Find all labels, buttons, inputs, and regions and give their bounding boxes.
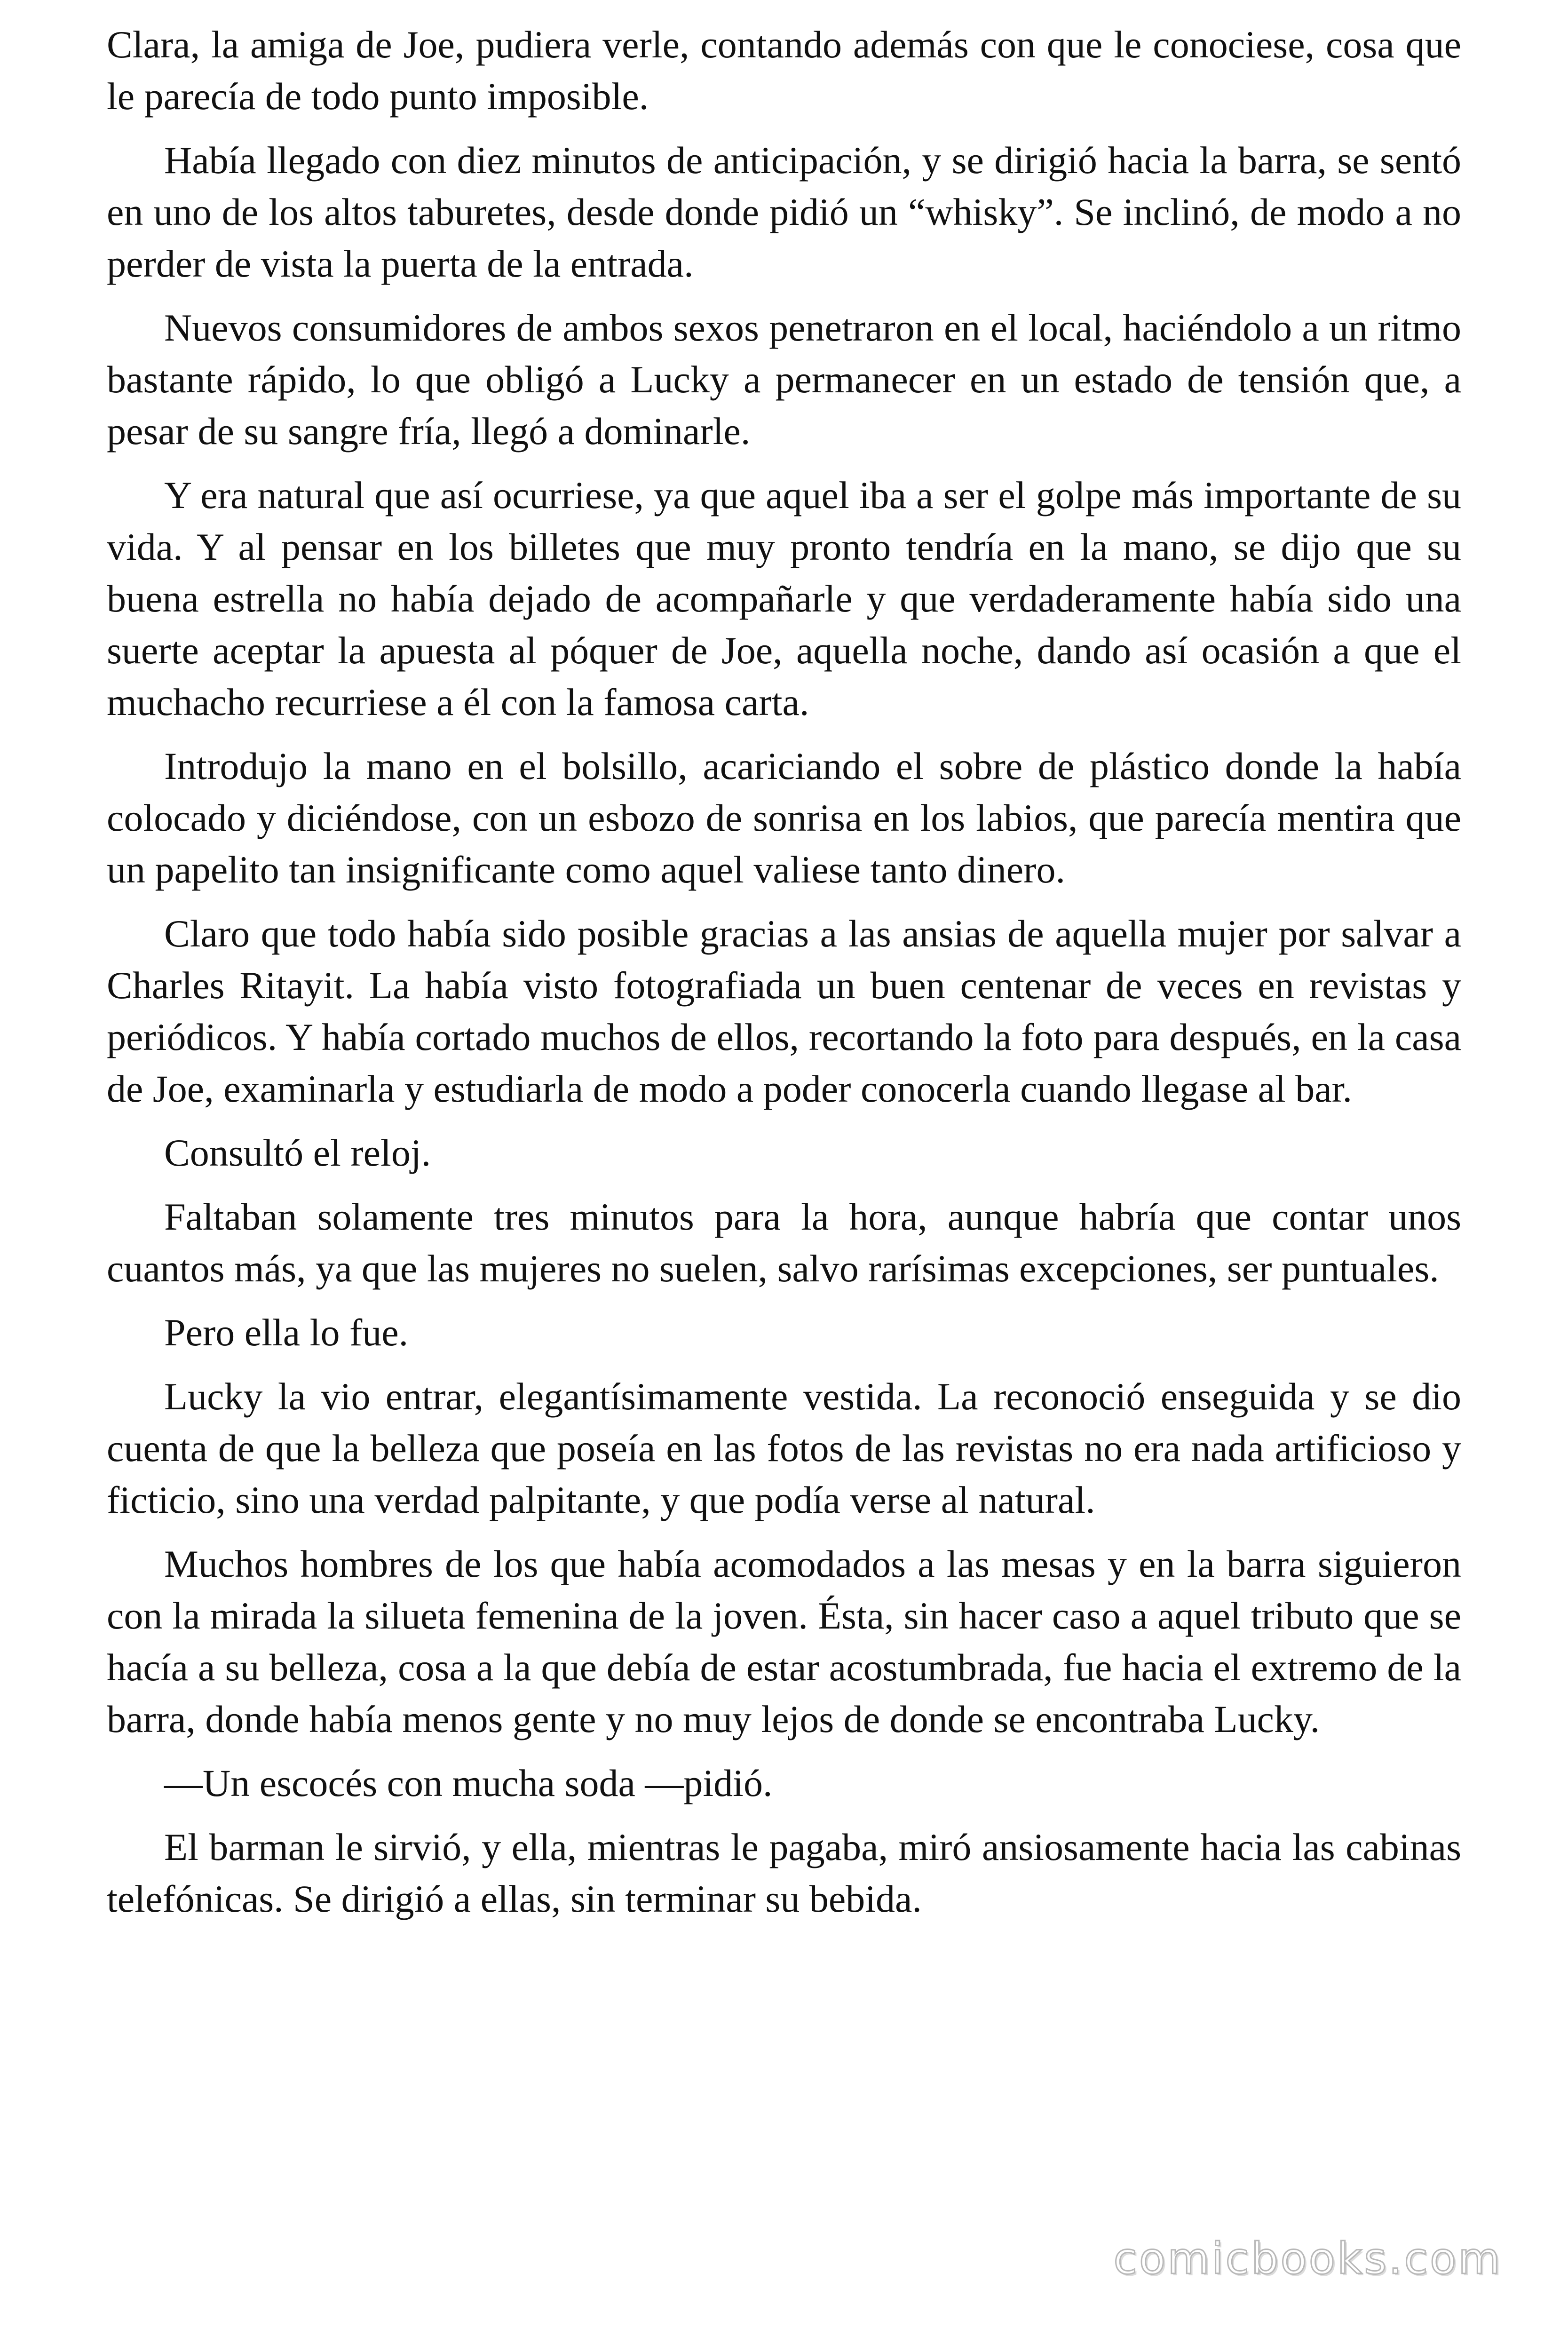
paragraph: Había llegado con diez minutos de anticipación, y se dirigió hacia la barra, se sentó en uno de los altos taburetes, desde donde pidió un “whisky”. Se inclinó, de modo a no perder de vista la puerta de la entrada. bbox=[107, 139, 1461, 285]
paragraph: Nuevos consumidores de ambos sexos penetraron en el local, haciéndolo a un ritmo bastante rápido, lo que obligó a Lucky a permanecer en un estado de tensión que, a pesar de su sangre fría, llegó a dominarle. bbox=[107, 306, 1461, 453]
paragraph: Y era natural que así ocurriese, ya que aquel iba a ser el golpe más importante de su vida. Y al pensar en los billetes que muy pronto tendría en la mano, se dijo que su buena estrella no había dejado de acompañarle y que verdaderamente había sido una suerte aceptar la apuesta al póquer de Joe, aquella noche, dando así ocasión a que el muchacho recurriese a él con la famosa carta. bbox=[107, 474, 1461, 723]
paragraph: Lucky la vio entrar, elegantísimamente vestida. La reconoció enseguida y se dio cuenta de que la belleza que poseía en las fotos de las revistas no era nada artificioso y ficticio, sino una verdad palpitante, y que podía verse al natural. bbox=[107, 1375, 1461, 1521]
paragraph: Clara, la amiga de Joe, pudiera verle, contando además con que le conociese, cosa que le parecía de todo punto imposible. bbox=[107, 23, 1461, 118]
paragraph: Muchos hombres de los que había acomodados a las mesas y en la barra siguieron con la mirada la silueta femenina de la joven. Ésta, sin hacer caso a aquel tributo que se hacía a su belleza, cosa a la que debía de estar acostumbrada, fue hacia el extremo de la barra, donde había menos gente y no muy lejos de donde se encontraba Lucky. bbox=[107, 1542, 1461, 1740]
paragraph: Consultó el reloj. bbox=[164, 1131, 431, 1174]
paragraph: Pero ella lo fue. bbox=[164, 1311, 409, 1354]
watermark: comicbooks.com bbox=[1113, 2233, 1502, 2284]
paragraph: El barman le sirvió, y ella, mientras le pagaba, miró ansiosamente hacia las cabinas telefónicas. Se dirigió a ellas, sin terminar su bebida. bbox=[107, 1826, 1461, 1920]
paragraph: Faltaban solamente tres minutos para la hora, aunque habría que contar unos cuantos más, ya que las mujeres no suelen, salvo rarísimas excepciones, ser puntuales. bbox=[107, 1195, 1461, 1290]
book-page bbox=[107, 19, 1461, 1937]
paragraph: —Un escocés con mucha soda —pidió. bbox=[164, 1762, 773, 1804]
paragraph: Introdujo la mano en el bolsillo, acariciando el sobre de plástico donde la había colocado y diciéndose, con un esbozo de sonrisa en los labios, que parecía mentira que un papelito tan insignificante como aquel valiese tanto dinero. bbox=[107, 745, 1461, 891]
paragraph: Claro que todo había sido posible gracias a las ansias de aquella mujer por salvar a Charles Ritayit. La había visto fotografiada un buen centenar de veces en revistas y periódicos. Y había cortado muchos de ellos, recortando la foto para después, en la casa de Joe, examinarla y estudiarla de modo a poder conocerla cuando llegase al bar. bbox=[107, 912, 1461, 1110]
